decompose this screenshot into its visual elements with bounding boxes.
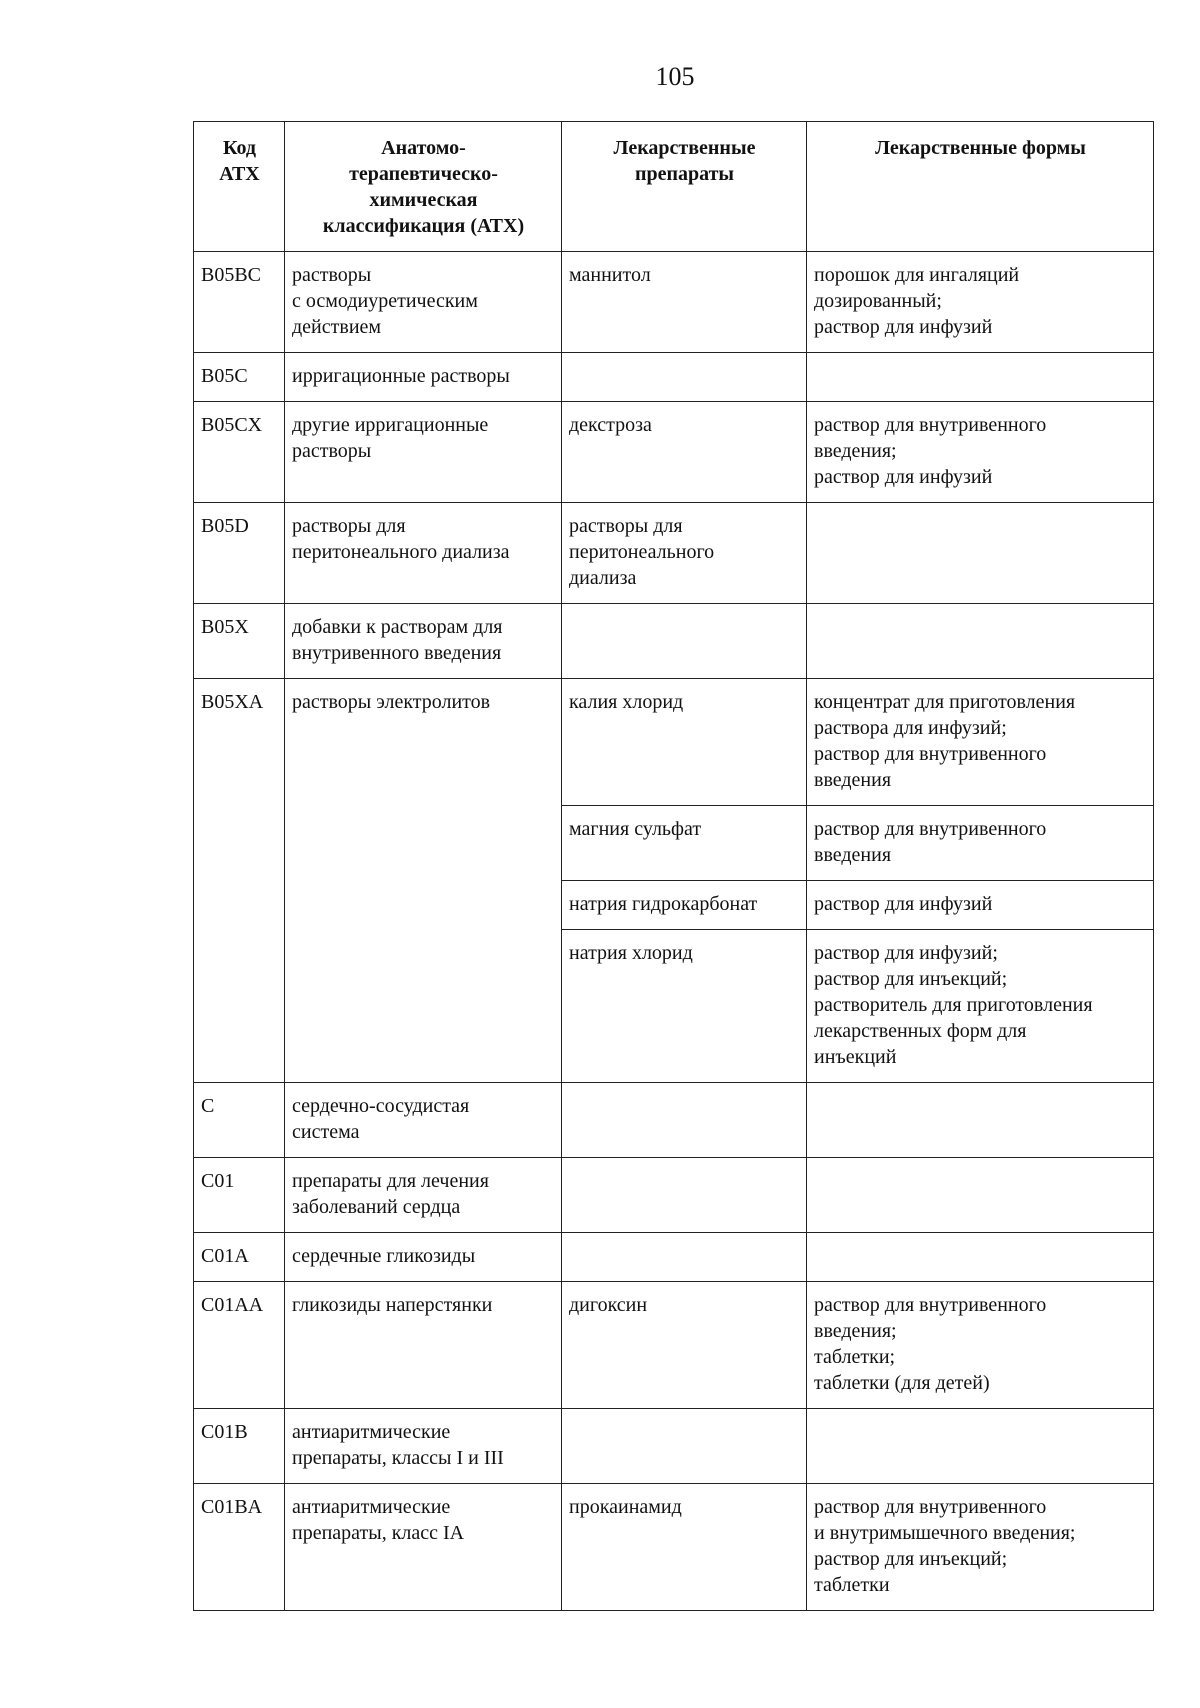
cell-code: B05C bbox=[194, 353, 285, 402]
cell-forms bbox=[807, 402, 1154, 503]
cell-drug bbox=[562, 1282, 807, 1409]
table-row bbox=[194, 1233, 1154, 1282]
table-header-row bbox=[194, 122, 1154, 252]
table-body bbox=[194, 252, 1154, 1611]
cell-code: B05X bbox=[194, 604, 285, 679]
cell-classification bbox=[285, 252, 562, 353]
cell-forms bbox=[807, 252, 1154, 353]
cell-classification bbox=[285, 604, 562, 679]
cell-forms-line: введения bbox=[814, 769, 892, 791]
cell-classification-line: внутривенного введения bbox=[292, 642, 502, 664]
cell-forms-line: раствор для инъекций; bbox=[814, 968, 1008, 990]
cell-classification-line: препараты, классы I и III bbox=[292, 1447, 504, 1469]
cell-classification-line: гликозиды наперстянки bbox=[292, 1294, 493, 1316]
cell-forms-line: концентрат для приготовления bbox=[814, 691, 1076, 713]
cell-classification-line: заболеваний сердца bbox=[292, 1196, 461, 1218]
cell-code: B05BC bbox=[194, 252, 285, 353]
cell-forms-line: раствор для внутривенного bbox=[814, 743, 1047, 765]
cell-forms-line: введения; bbox=[814, 440, 897, 462]
cell-forms bbox=[807, 1158, 1154, 1233]
table-row bbox=[194, 604, 1154, 679]
table-row bbox=[194, 252, 1154, 353]
cell-forms bbox=[807, 679, 1154, 806]
cell-classification-line: перитонеального диализа bbox=[292, 541, 510, 563]
cell-classification-line: действием bbox=[292, 316, 382, 338]
cell-classification-line: растворы электролитов bbox=[292, 691, 491, 713]
table-row bbox=[194, 679, 1154, 806]
cell-forms-line: раствор для внутривенного bbox=[814, 1496, 1047, 1518]
cell-code: C bbox=[194, 1083, 285, 1158]
cell-classification-line: с осмодиуретическим bbox=[292, 290, 478, 312]
cell-drug bbox=[562, 1233, 807, 1282]
cell-code: B05CX bbox=[194, 402, 285, 503]
cell-drug-line: диализа bbox=[569, 567, 637, 589]
cell-code: C01BA bbox=[194, 1484, 285, 1611]
cell-forms-line: раствор для внутривенного bbox=[814, 818, 1047, 840]
cell-code: C01 bbox=[194, 1158, 285, 1233]
cell-forms-line: таблетки bbox=[814, 1574, 890, 1596]
cell-classification bbox=[285, 353, 562, 402]
atx-table bbox=[193, 121, 1154, 1611]
cell-drug bbox=[562, 252, 807, 353]
table-row bbox=[194, 353, 1154, 402]
cell-drug bbox=[562, 402, 807, 503]
cell-classification bbox=[285, 1484, 562, 1611]
table-row bbox=[194, 503, 1154, 604]
cell-classification bbox=[285, 1158, 562, 1233]
cell-drug bbox=[562, 503, 807, 604]
cell-classification-line: антиаритмические bbox=[292, 1496, 451, 1518]
cell-drug bbox=[562, 1083, 807, 1158]
cell-classification-line: сердечные гликозиды bbox=[292, 1245, 476, 1267]
cell-forms bbox=[807, 930, 1154, 1083]
cell-forms-line: таблетки (для детей) bbox=[814, 1372, 990, 1394]
cell-classification bbox=[285, 1233, 562, 1282]
cell-drug bbox=[562, 1409, 807, 1484]
cell-classification bbox=[285, 1083, 562, 1158]
cell-classification-line: добавки к растворам для bbox=[292, 616, 503, 638]
cell-drug-line: маннитол bbox=[569, 264, 651, 286]
cell-forms-line: введения bbox=[814, 844, 892, 866]
cell-classification-line: растворы bbox=[292, 264, 372, 286]
cell-code: B05D bbox=[194, 503, 285, 604]
cell-code: C01AA bbox=[194, 1282, 285, 1409]
table-row bbox=[194, 1282, 1154, 1409]
cell-code: B05XA bbox=[194, 679, 285, 1083]
cell-forms bbox=[807, 1233, 1154, 1282]
cell-forms bbox=[807, 1484, 1154, 1611]
cell-forms-line: лекарственных форм для bbox=[814, 1020, 1027, 1042]
cell-drug-line: калия хлорид bbox=[569, 691, 684, 713]
cell-forms-line: порошок для ингаляций bbox=[814, 264, 1020, 286]
cell-drug-line: дигоксин bbox=[569, 1294, 648, 1316]
table-row bbox=[194, 402, 1154, 503]
cell-forms-line: и внутримышечного введения; bbox=[814, 1522, 1076, 1544]
cell-forms bbox=[807, 1282, 1154, 1409]
cell-drug bbox=[562, 930, 807, 1083]
cell-classification-line: растворы bbox=[292, 440, 372, 462]
cell-forms-line: раствор для инфузий bbox=[814, 466, 993, 488]
cell-forms-line: растворитель для приготовления bbox=[814, 994, 1093, 1016]
cell-forms-line: раствора для инфузий; bbox=[814, 717, 1007, 739]
cell-classification-line: другие ирригационные bbox=[292, 414, 489, 436]
cell-forms-line: раствор для инфузий bbox=[814, 316, 993, 338]
cell-drug bbox=[562, 679, 807, 806]
header-code: Код АТХ bbox=[194, 122, 285, 252]
cell-drug-line: прокаинамид bbox=[569, 1496, 682, 1518]
cell-forms bbox=[807, 1083, 1154, 1158]
cell-forms bbox=[807, 881, 1154, 930]
cell-classification-line: ирригационные растворы bbox=[292, 365, 510, 387]
cell-drug bbox=[562, 806, 807, 881]
cell-classification-line: препараты, класс IA bbox=[292, 1522, 465, 1544]
cell-drug-line: натрия хлорид bbox=[569, 942, 693, 964]
cell-classification bbox=[285, 1409, 562, 1484]
cell-forms bbox=[807, 503, 1154, 604]
cell-drug-line: растворы для bbox=[569, 515, 683, 537]
cell-drug-line: магния сульфат bbox=[569, 818, 702, 840]
cell-classification-line: система bbox=[292, 1121, 360, 1143]
cell-forms-line: таблетки; bbox=[814, 1346, 896, 1368]
cell-forms bbox=[807, 604, 1154, 679]
header-drugs: Лекарственные препараты bbox=[562, 122, 807, 252]
cell-forms-line: дозированный; bbox=[814, 290, 942, 312]
cell-forms-line: введения; bbox=[814, 1320, 897, 1342]
cell-classification-line: антиаритмические bbox=[292, 1421, 451, 1443]
cell-classification-line: сердечно-сосудистая bbox=[292, 1095, 470, 1117]
table-row bbox=[194, 1484, 1154, 1611]
cell-forms-line: раствор для инфузий; bbox=[814, 942, 998, 964]
page-number: 105 bbox=[655, 62, 695, 91]
cell-classification-line: препараты для лечения bbox=[292, 1170, 489, 1192]
table-row bbox=[194, 1083, 1154, 1158]
cell-code: C01B bbox=[194, 1409, 285, 1484]
cell-forms bbox=[807, 806, 1154, 881]
cell-drug bbox=[562, 604, 807, 679]
cell-classification bbox=[285, 679, 562, 1083]
cell-drug-line: перитонеального bbox=[569, 541, 715, 563]
cell-drug-line: натрия гидрокарбонат bbox=[569, 893, 758, 915]
header-forms: Лекарственные формы bbox=[807, 122, 1154, 252]
cell-drug bbox=[562, 881, 807, 930]
cell-drug bbox=[562, 1484, 807, 1611]
cell-classification-line: растворы для bbox=[292, 515, 406, 537]
header-classification: Анатомо- терапевтическо- химическая классификация (АТХ) bbox=[285, 122, 562, 252]
cell-classification bbox=[285, 503, 562, 604]
table-row bbox=[194, 1409, 1154, 1484]
cell-forms bbox=[807, 353, 1154, 402]
cell-forms-line: раствор для внутривенного bbox=[814, 1294, 1047, 1316]
cell-classification bbox=[285, 1282, 562, 1409]
cell-forms bbox=[807, 1409, 1154, 1484]
cell-drug-line: декстроза bbox=[569, 414, 652, 436]
cell-forms-line: раствор для внутривенного bbox=[814, 414, 1047, 436]
cell-drug bbox=[562, 1158, 807, 1233]
cell-classification bbox=[285, 402, 562, 503]
table-row bbox=[194, 1158, 1154, 1233]
cell-forms-line: раствор для инъекций; bbox=[814, 1548, 1008, 1570]
cell-drug bbox=[562, 353, 807, 402]
cell-forms-line: раствор для инфузий bbox=[814, 893, 993, 915]
cell-code: C01A bbox=[194, 1233, 285, 1282]
cell-forms-line: инъекций bbox=[814, 1046, 897, 1068]
